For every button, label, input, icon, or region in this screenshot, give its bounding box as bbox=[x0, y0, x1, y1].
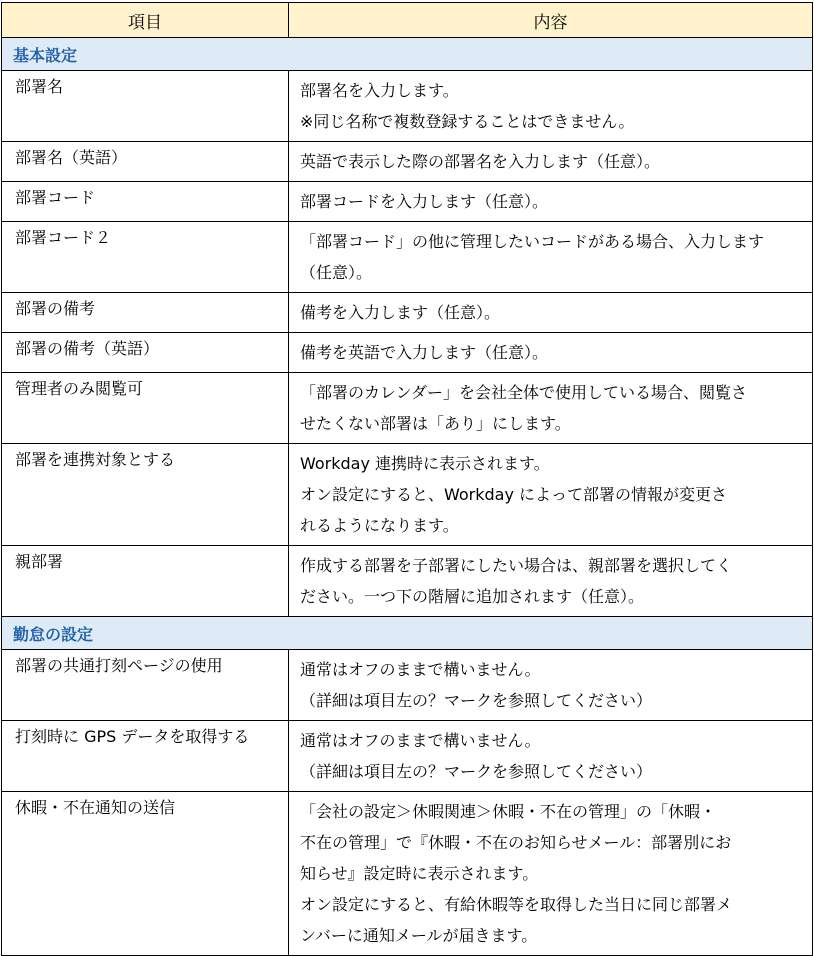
item-description bbox=[289, 222, 813, 293]
item-label: 部署の備考（英語） bbox=[2, 333, 289, 373]
table-row bbox=[2, 650, 813, 721]
item-label: 休暇・不在通知の送信 bbox=[2, 792, 289, 956]
description-line: 「会社の設定＞休暇関連＞休暇・不在の管理」の「休暇・ bbox=[300, 802, 717, 821]
table-row bbox=[2, 222, 813, 293]
table-row bbox=[2, 721, 813, 792]
item-label: 管理者のみ閲覧可 bbox=[2, 373, 289, 444]
item-label: 部署の備考 bbox=[2, 293, 289, 333]
item-description bbox=[289, 182, 813, 222]
description-line: 作成する部署を子部署にしたい場合は、親部署を選択してく bbox=[300, 556, 733, 575]
description-line: 英語で表示した際の部署名を入力します（任意）。 bbox=[300, 152, 661, 171]
description-line: （任意）。 bbox=[300, 263, 373, 282]
section-title: 基本設定 bbox=[2, 38, 813, 71]
item-label: 親部署 bbox=[2, 546, 289, 617]
description-line: 「部署のカレンダー」を会社全体で使用している場合、閲覧さ bbox=[300, 383, 747, 402]
table-body bbox=[2, 38, 813, 956]
item-description bbox=[289, 142, 813, 182]
section-row bbox=[2, 617, 813, 650]
item-description bbox=[289, 650, 813, 721]
table-row bbox=[2, 71, 813, 142]
item-description bbox=[289, 444, 813, 546]
description-line: 「部署コード」の他に管理したいコードがある場合、入力します bbox=[300, 232, 765, 251]
item-description bbox=[289, 721, 813, 792]
item-label: 部署コード２ bbox=[2, 222, 289, 293]
table-row bbox=[2, 293, 813, 333]
item-description bbox=[289, 333, 813, 373]
settings-table bbox=[1, 2, 813, 956]
table-row bbox=[2, 444, 813, 546]
section-title: 勤怠の設定 bbox=[2, 617, 813, 650]
description-line: Workday 連携時に表示されます。 bbox=[300, 454, 550, 473]
description-line: 部署名を入力します。 bbox=[300, 81, 459, 100]
description-line: 通常はオフのままで構いません。 bbox=[300, 660, 541, 679]
description-line: れるようになります。 bbox=[300, 516, 459, 535]
description-line: オン設定にすると、有給休暇等を取得した当日に同じ部署メ bbox=[300, 895, 733, 914]
table-row bbox=[2, 182, 813, 222]
description-line: 不在の管理」で『休暇・不在のお知らせメール：部署別にお bbox=[300, 833, 732, 852]
item-description bbox=[289, 293, 813, 333]
item-description bbox=[289, 71, 813, 142]
header-content: 内容 bbox=[289, 3, 813, 38]
description-line: 備考を入力します（任意）。 bbox=[300, 303, 501, 322]
description-line: 通常はオフのままで構いません。 bbox=[300, 731, 541, 750]
table-row bbox=[2, 792, 813, 956]
table-row bbox=[2, 373, 813, 444]
description-line: 知らせ』設定時に表示されます。 bbox=[300, 864, 539, 883]
item-label: 部署を連携対象とする bbox=[2, 444, 289, 546]
header-item: 項目 bbox=[2, 3, 289, 38]
table-row bbox=[2, 142, 813, 182]
item-label: 部署名 bbox=[2, 71, 289, 142]
description-line: 部署コードを入力します（任意）。 bbox=[300, 192, 549, 211]
section-row bbox=[2, 38, 813, 71]
description-line: ンバーに通知メールが届きます。 bbox=[300, 926, 538, 945]
item-description bbox=[289, 373, 813, 444]
description-line: オン設定にすると、Workday によって部署の情報が変更さ bbox=[300, 485, 728, 504]
description-line: 備考を英語で入力します（任意）。 bbox=[300, 343, 549, 362]
item-label: 部署コード bbox=[2, 182, 289, 222]
description-line: せたくない部署は「あり」にします。 bbox=[300, 414, 571, 433]
table-header-row bbox=[2, 3, 813, 38]
item-label: 打刻時に GPS データを取得する bbox=[2, 721, 289, 792]
item-description bbox=[289, 792, 813, 956]
table-row bbox=[2, 333, 813, 373]
description-line: ださい。一つ下の階層に追加されます（任意）。 bbox=[300, 587, 645, 606]
item-label: 部署の共通打刻ページの使用 bbox=[2, 650, 289, 721]
description-line: （詳細は項目左の？マークを参照してください） bbox=[300, 762, 653, 781]
description-line: ※同じ名称で複数登録することはできません。 bbox=[300, 112, 635, 131]
table-row bbox=[2, 546, 813, 617]
description-line: （詳細は項目左の？マークを参照してください） bbox=[300, 691, 653, 710]
item-label: 部署名（英語） bbox=[2, 142, 289, 182]
item-description bbox=[289, 546, 813, 617]
